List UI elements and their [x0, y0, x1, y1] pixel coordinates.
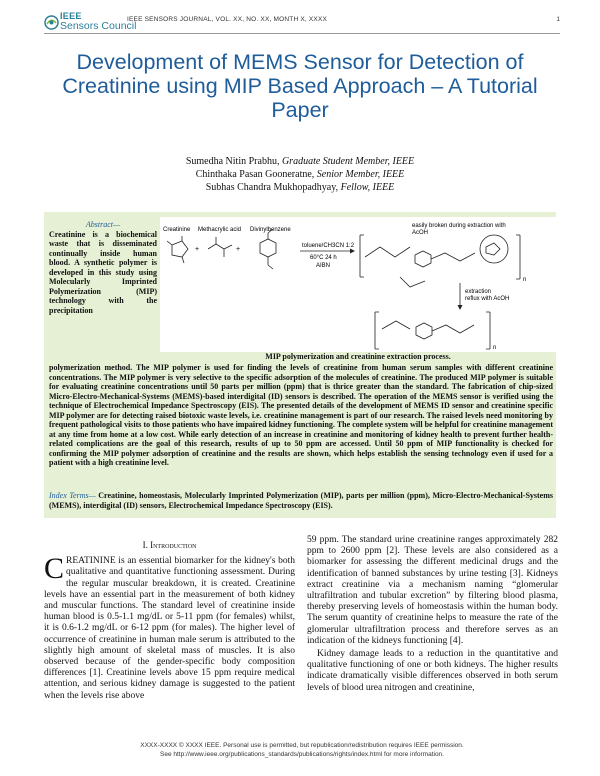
page-header: [44, 13, 560, 35]
plus-sign: +: [195, 246, 200, 253]
abstract-text-start: Creatinine is a biochemical waste that is disseminated continually inside human blood. A synthetic polymer is developed in this study using Molecularly Imprinted Polymerization (MIP) technology with the precipitation: [49, 229, 157, 315]
logo-swirl-icon: [44, 15, 59, 30]
abstract-left-column: [49, 220, 157, 315]
divinylbenzene-structure: [260, 229, 276, 269]
label-n-repeat-bottom: n: [493, 345, 497, 351]
page-footer: [44, 742, 560, 759]
journal-name: IEEE SENSORS JOURNAL, VOL. XX, NO. XX, MONTH X, XXXX: [127, 16, 328, 23]
label-conditions-temp: 60°C 24 h: [310, 255, 337, 261]
label-extraction: extraction: [465, 289, 492, 295]
author-list: [50, 155, 550, 194]
index-terms-text: Creatinine, homeostasis, Molecularly Imprinted Polymerization (MIP), parts per million (ppm), Micro-Electro-Mechanical-Systems (MEMS), interdigital (ID) sensors, Electrochemical Impedance Spectroscopy (EIS).: [49, 491, 553, 510]
body-column-left: [44, 540, 295, 702]
label-methacrylic-acid: Methacrylic acid: [198, 227, 242, 233]
reaction-scheme: [160, 217, 556, 352]
extraction-arrowhead: [458, 305, 463, 310]
body-paragraph: Kidney damage leads to a reduction in the quantitative and qualitative functioning of one or both kidneys. The higher results indicate dramatically visible differences observed in both serum levels of blood urea nitrogen and creatinine,: [307, 649, 558, 693]
label-divinylbenzene: Divinylbenzene: [250, 227, 291, 233]
reaction-arrowhead: [350, 249, 355, 254]
header-divider: [44, 33, 560, 34]
methacrylic-acid-structure: [208, 237, 232, 257]
imprinted-polymer-structure: [360, 235, 520, 287]
section-heading: I. Introduction: [142, 540, 197, 550]
label-creatinine: Creatinine: [163, 227, 191, 233]
rights-line: See http://www.ieee.org/publications_standards/publications/rights/index.html for more information.: [160, 750, 444, 758]
paper-title: Development of MEMS Sensor for Detection of Creatinine using MIP Based Approach – A Tutorial Paper: [62, 50, 538, 122]
label-reflux: reflux with AcOH: [465, 296, 510, 302]
abstract-label: Abstract—: [85, 220, 121, 229]
first-word: REATININE: [66, 556, 116, 567]
figure-caption: MIP polymerization and creatinine extraction process.: [265, 352, 451, 361]
label-acoh: AcOH: [412, 230, 429, 236]
logo-ieee-text: IEEE: [60, 11, 82, 21]
label-n-repeat-top: n: [523, 277, 527, 283]
abstract-text-continued: polymerization method. The MIP polymer is used for finding the levels of creatinine from human serum samples with different creatinine concentrations. The MIP polymer is very selective to the specific adsorption of the molecules of creatinine. The produced MIP polymer is suitable for evaluating creatinine concentrations until 50 parts per million (ppm) that is thrice greater than the standard. The fabrication of chip-sized Micro-Electro-Mechanical-Systems (MEMS)-based interdigital (ID) sensors is described. The operation of the MEMS sensor is verified using the technique of Electrochemical Impedance Spectroscopy (EIS). The presented details of the development of MEMS ID sensor and creatinine specific MIP polymer are for detecting raised biotoxic waste levels, i.e. creatinine management is part of our research. The raised levels need monitoring by frequent pathological visits to those patients who have impaired kidney functioning. The complete system will be helpful for creatinine management at any time from home at a low cost. While early detection of an increase in creatinine and monitoring of kidney health to prevent further health-related complications are the goal of this research, results of up to 50 ppm are accessed. Until 50 ppm of MIP functionality is checked for confirming the MIP polymer adsorption of creatinine and the results are shown, which helps establish the sensing technology even if used for a patient with a high creatinine level.: [49, 363, 553, 467]
label-conditions-solvent: toluene/CH3CN 1:2: [302, 243, 355, 249]
body-paragraph: 59 ppm. The standard urine creatinine ranges approximately 282 ppm to 2600 ppm [2]. These levels are also considered as a biomarker for assessing the different medicinal drugs and the identification of banned substances by urine testing [3]. Kidneys extract creatinine via a mechanism naming “glomerular ultrafiltration and tubular excretion” by filtering blood plasma, thereby preserving levels of homeostasis within the human body. The serum quantity of creatinine helps to measure the rate of the glomerular ultrafiltration process and therefore serves as an indication of the kidneys functioning [4].: [307, 535, 558, 646]
index-terms-label: Index Terms—: [49, 491, 96, 500]
page-number: 1: [556, 16, 560, 23]
copyright-line: XXXX-XXXX © XXXX IEEE. Personal use is permitted, but republication/redistribution requires IEEE permission.: [140, 742, 464, 749]
label-conditions-initiator: AIBN: [316, 263, 331, 269]
author-line: Chinthaka Pasan Gooneratne, Senior Member, IEEE: [195, 169, 405, 180]
mip-figure: [160, 217, 556, 352]
creatinine-structure: [167, 236, 188, 263]
body-column-right: [307, 535, 558, 694]
logo-sensors-council-text: Sensors Council: [60, 20, 137, 32]
author-line: Sumedha Nitin Prabhu, Graduate Student Member, IEEE: [185, 156, 415, 167]
index-terms: [49, 491, 553, 511]
label-easily-broken: easily broken during extraction with: [412, 223, 506, 229]
drop-cap: C: [44, 552, 65, 586]
ieee-sensors-council-logo: [44, 11, 137, 35]
author-line: Subhas Chandra Mukhopadhyay, Fellow, IEEE: [205, 182, 395, 193]
extracted-polymer-structure: [375, 312, 490, 349]
intro-paragraph: CREATININE is an essential biomarker for the kidney's both qualitative and quantitative functioning assessment. During the regular muscular breakdown, it is created. Creatinine levels have an essential part in the measurement of both kidney and muscular functions. The standard level of creatinine inside human blood is 0.5-1.1 mg/dL or 5-11 ppm (for females) whilst, it is 0.6-1.2 mg/dL or 6-12 ppm (for males). The higher level of occurrence of creatinine in human male serum is attributed to the slightly high amount of skeletal mass of muscles. It is also observed because of the gender-specific body composition differences [1]. Creatinine levels above 15 ppm require medical attention, and serious kidney damage is suggested to the patient when the levels rise above: [44, 552, 295, 701]
plus-sign: +: [236, 246, 241, 253]
